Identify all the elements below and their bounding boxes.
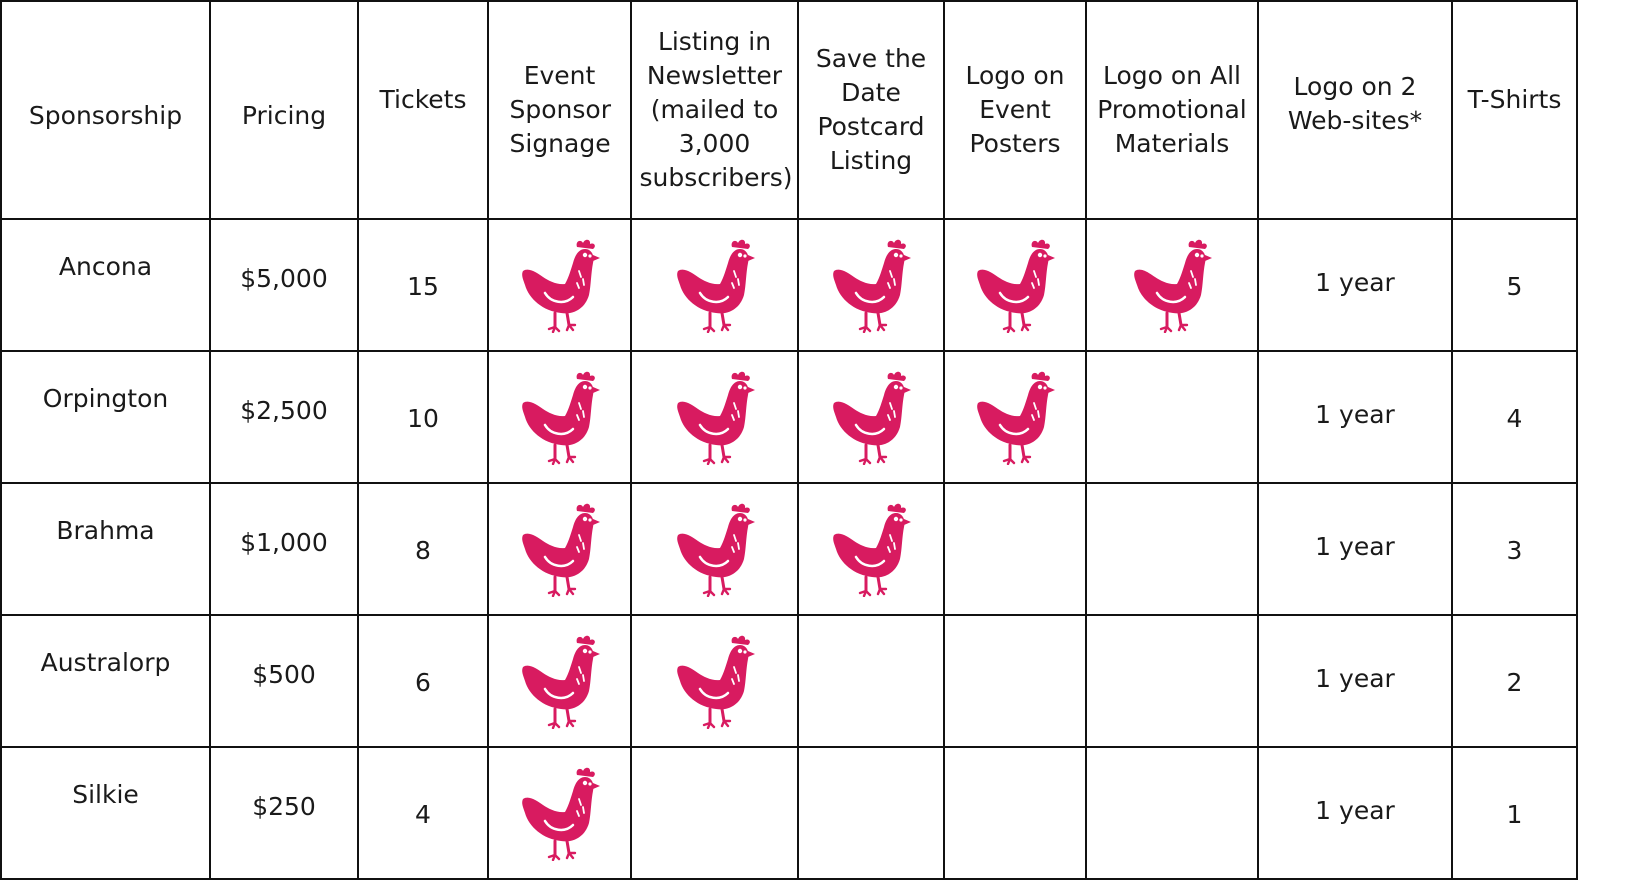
table-row — [1, 615, 1577, 747]
header-signage: Event Sponsor Signage — [488, 1, 631, 219]
tier-name — [1, 219, 210, 351]
benefit-newsletter — [631, 747, 798, 879]
header-promo: Logo on All Promotional Materials — [1086, 1, 1258, 219]
tier-tickets — [358, 483, 488, 615]
tier-tshirts-text: 5 — [1506, 272, 1523, 301]
chicken-icon — [674, 501, 756, 597]
benefit-signage — [488, 219, 631, 351]
benefit-promo — [1086, 351, 1258, 483]
chicken-icon — [974, 237, 1056, 333]
tier-websites — [1258, 747, 1452, 879]
tier-name — [1, 615, 210, 747]
tier-websites-text: 1 year — [1315, 268, 1395, 297]
benefit-signage — [488, 483, 631, 615]
tier-websites — [1258, 483, 1452, 615]
tier-price-text: $250 — [252, 792, 316, 821]
tier-tshirts — [1452, 351, 1577, 483]
benefit-newsletter — [631, 219, 798, 351]
tier-websites — [1258, 219, 1452, 351]
benefit-promo — [1086, 747, 1258, 879]
tier-websites-text: 1 year — [1315, 532, 1395, 561]
header-tickets: Tickets — [358, 1, 488, 219]
tier-tickets — [358, 747, 488, 879]
header-posters: Logo on Event Posters — [944, 1, 1086, 219]
chicken-icon — [519, 501, 601, 597]
tier-tickets — [358, 351, 488, 483]
chicken-icon — [519, 369, 601, 465]
chicken-icon — [674, 369, 756, 465]
benefit-postcard — [798, 747, 944, 879]
tier-tickets-text: 15 — [407, 272, 439, 301]
chicken-icon — [974, 369, 1056, 465]
table-row — [1, 483, 1577, 615]
benefit-posters — [944, 351, 1086, 483]
tier-tickets-text: 10 — [407, 404, 439, 433]
header-newsletter: Listing in Newsletter (mailed to 3,000 subscribers) — [631, 1, 798, 219]
table-row — [1, 219, 1577, 351]
chicken-icon — [1131, 237, 1213, 333]
chicken-icon — [674, 633, 756, 729]
tier-name-text: Australorp — [40, 648, 171, 677]
benefit-posters — [944, 747, 1086, 879]
tier-price — [210, 615, 358, 747]
tier-websites-text: 1 year — [1315, 796, 1395, 825]
header-row — [1, 1, 1577, 219]
tier-tickets-text: 8 — [415, 536, 431, 565]
tier-name — [1, 351, 210, 483]
tier-name — [1, 747, 210, 879]
tier-tshirts — [1452, 615, 1577, 747]
table-row — [1, 747, 1577, 879]
tier-websites-text: 1 year — [1315, 400, 1395, 429]
header-postcard: Save the Date Postcard Listing — [798, 1, 944, 219]
tier-tshirts — [1452, 219, 1577, 351]
tier-websites — [1258, 351, 1452, 483]
tier-tickets-text: 6 — [415, 668, 431, 697]
tier-price-text: $2,500 — [240, 396, 328, 425]
tier-tshirts-text: 1 — [1506, 800, 1523, 829]
benefit-signage — [488, 615, 631, 747]
table-row — [1, 351, 1577, 483]
tier-tshirts-text: 4 — [1506, 404, 1523, 433]
tier-websites — [1258, 615, 1452, 747]
benefit-newsletter — [631, 351, 798, 483]
tier-price-text: $1,000 — [240, 528, 328, 557]
tier-tshirts — [1452, 483, 1577, 615]
tier-tickets — [358, 615, 488, 747]
tier-name-text: Silkie — [72, 780, 139, 809]
benefit-postcard — [798, 483, 944, 615]
tier-tickets — [358, 219, 488, 351]
tier-tshirts — [1452, 747, 1577, 879]
tier-price — [210, 483, 358, 615]
tier-name — [1, 483, 210, 615]
chicken-icon — [830, 237, 912, 333]
chicken-icon — [519, 765, 601, 861]
benefit-signage — [488, 747, 631, 879]
tier-price — [210, 219, 358, 351]
tier-name-text: Orpington — [42, 384, 169, 413]
chicken-icon — [519, 633, 601, 729]
tier-name-text: Ancona — [58, 252, 153, 281]
benefit-postcard — [798, 615, 944, 747]
benefit-newsletter — [631, 483, 798, 615]
tier-tshirts-text: 3 — [1506, 536, 1523, 565]
benefit-promo — [1086, 219, 1258, 351]
benefit-postcard — [798, 351, 944, 483]
chicken-icon — [830, 369, 912, 465]
tier-tshirts-text: 2 — [1506, 668, 1523, 697]
benefit-promo — [1086, 615, 1258, 747]
header-pricing: Pricing — [210, 1, 358, 219]
tier-price — [210, 351, 358, 483]
benefit-posters — [944, 615, 1086, 747]
chicken-icon — [674, 237, 756, 333]
chicken-icon — [519, 237, 601, 333]
tier-tickets-text: 4 — [415, 800, 431, 829]
header-websites: Logo on 2 Web-sites* — [1258, 1, 1452, 219]
tier-price-text: $500 — [252, 660, 316, 689]
chicken-icon — [830, 501, 912, 597]
header-sponsorship: Sponsorship — [1, 1, 210, 219]
tier-price-text: $5,000 — [240, 264, 328, 293]
tier-name-text: Brahma — [56, 516, 155, 545]
benefit-postcard — [798, 219, 944, 351]
tier-price — [210, 747, 358, 879]
header-tshirts: T-Shirts — [1452, 1, 1577, 219]
tier-websites-text: 1 year — [1315, 664, 1395, 693]
benefit-posters — [944, 219, 1086, 351]
benefit-posters — [944, 483, 1086, 615]
benefit-newsletter — [631, 615, 798, 747]
benefit-promo — [1086, 483, 1258, 615]
benefit-signage — [488, 351, 631, 483]
